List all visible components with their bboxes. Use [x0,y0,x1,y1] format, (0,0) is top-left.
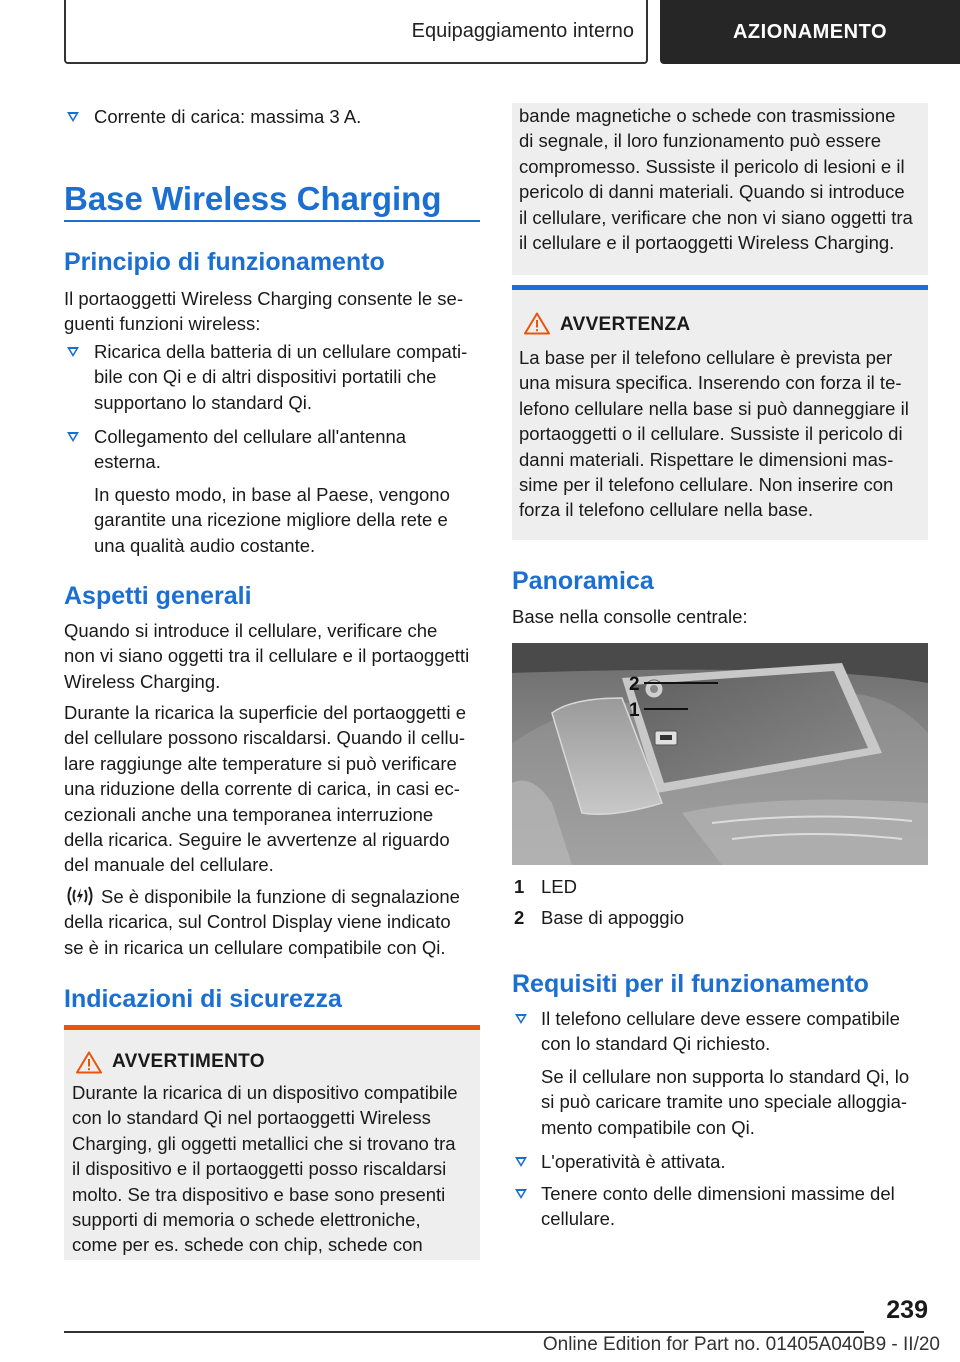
heading-aspetti: Aspetti generali [64,582,252,610]
principio-bullet-1: Ricarica della batteria di un cellulare compati- bile con Qi e di altri dispositivi portatili che supportano lo standard Qi. [94,341,468,413]
bullet-marker-icon [67,432,79,442]
requisiti-bullet-1: Il telefono cellulare deve essere compatibile con lo standard Qi richiesto. [541,1008,900,1055]
bullet-marker-icon [515,1189,527,1199]
warning-box-continued [512,103,928,275]
section-tab [64,0,648,64]
aspetti-p3: Se è disponibile la funzione di segnalazione della ricarica, sul Control Display viene indicato se è in ricarica un cellulare compatibile con Qi. [64,886,460,958]
legend-num-2: 2 [514,907,525,928]
console-photo [512,643,928,865]
principio-bullet-2-detail: In questo modo, in base al Paese, vengono garantite una ricezione migliore della rete e una qualità audio costante. [94,484,450,556]
legend-num-1: 1 [514,876,525,897]
requisiti-bullet-2: L'operatività è attivata. [541,1151,726,1172]
bullet-marker-icon [67,112,79,122]
caution-title: AVVERTENZA [560,314,691,335]
principio-intro: Il portaoggetti Wireless Charging consente le se- guenti funzioni wireless: [64,288,463,335]
principio-bullet-2: Collegamento del cellulare all'antenna esterna. [94,426,407,473]
warning-text: Durante la ricarica di un dispositivo compatibile con lo standard Qi nel portaoggetti Wireless Charging, gli oggetti metallici che si trovano tra il dispositivo e il portaoggetti posso riscaldarsi molto. Se tra dispositivo e base sono presenti supporti di memoria o schede elettroniche, come per es. schede con chip, schede con [72,1082,458,1256]
section-title-main: Base Wireless Charging [64,180,442,217]
warning-box [64,1025,480,1260]
aspetti-p2: Durante la ricarica la superficie del portaoggetti e del cellulare possono riscaldarsi. Quando il cellu- lare raggiunge alte temperature si può verificare una riduzione della corrente di carica, in casi ec- cezionali anche una temporanea interruzione della ricarica. Seguire le avvertenze al riguardo del manuale del cellulare. [64,702,467,876]
caution-text: La base per il telefono cellulare è prevista per una misura specifica. Inserendo con forza il te- lefono cellulare nella base si può danneggiare il portaoggetti o il cellulare. Sussiste il pericolo di danni materiali. Rispettare le dimensioni mas- sime per il telefono cellulare. Non inserire con forza il telefono cellulare nella base. [519,347,909,521]
aspetti-p1: Quando si introduce il cellulare, verificare che non vi siano oggetti tra il cellulare e il portaoggetti Wireless Charging. [64,620,470,692]
requisiti-bullet-3: Tenere conto delle dimensioni massime del cellulare. [541,1183,895,1230]
legend-label-1: LED [541,876,577,897]
heading-principio: Principio di funzionamento [64,248,385,276]
bullet-marker-icon [515,1157,527,1167]
requisiti-bullet-1-detail: Se il cellulare non supporta lo standard Qi, lo si può caricare tramite uno speciale alloggia- mento compatibile con Qi. [541,1066,910,1138]
chapter-tab [660,0,960,64]
footer-rule [64,1331,864,1333]
warning-triangle-icon [76,1051,102,1074]
warning-rule [64,1025,480,1030]
title-rule [64,220,480,222]
panoramica-caption: Base nella consolle centrale: [512,606,748,627]
callout-2: 2 [629,674,640,695]
legend-label-2: Base di appoggio [541,907,684,928]
warning-text-continued: bande magnetiche o schede con trasmissione di segnale, il loro funzionamento può essere compromesso. Sussiste il pericolo di lesioni e il pericolo di danni materiali. Quando si introduce il cellulare, verificare che non vi siano oggetti tra il cellulare e il portaoggetti Wireless Charging. [519,105,913,254]
bullet-marker-icon [515,1014,527,1024]
caution-triangle-icon [524,312,550,335]
caution-rule [512,285,928,290]
console-illustration [512,643,928,865]
heading-panoramica: Panoramica [512,567,654,595]
warning-title: AVVERTIMENTO [112,1051,265,1072]
bullet-text: Corrente di carica: massima 3 A. [94,106,362,127]
section-title: Equipaggiamento interno [411,19,634,42]
footer-edition: Online Edition for Part no. 01405A040B9 - II/20 [542,1334,940,1355]
heading-sicurezza: Indicazioni di sicurezza [64,985,342,1013]
bullet-marker-icon [67,347,79,357]
callout-1: 1 [629,700,640,721]
caution-box [512,285,928,540]
chapter-title: AZIONAMENTO [732,20,887,43]
page-number: 239 [886,1296,928,1324]
heading-requisiti: Requisiti per il funzionamento [512,970,869,998]
